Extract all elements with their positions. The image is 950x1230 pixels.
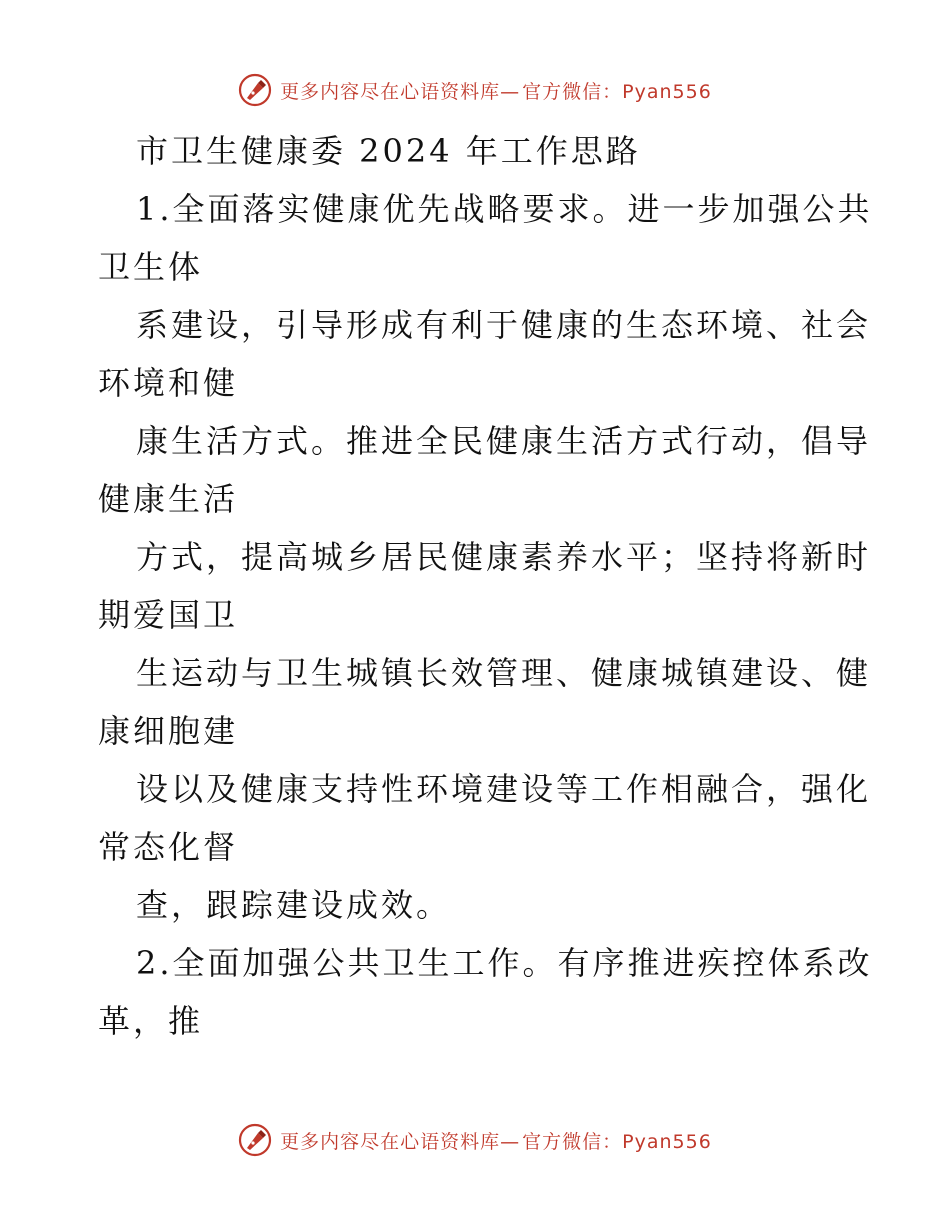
paragraph-line: 卫生体	[98, 248, 204, 286]
paragraph-line: 康细胞建	[98, 712, 239, 750]
watermark-banner-top	[0, 70, 950, 110]
paragraph-line: 革，推	[98, 1002, 204, 1040]
paragraph-line: 查，跟踪建设成效。	[136, 886, 452, 924]
paragraph-line: 常态化督	[98, 828, 239, 866]
paragraph-line: 期爱国卫	[98, 596, 239, 634]
document-body	[98, 122, 873, 1050]
watermark-text: 更多内容尽在心语资料库— 官方微信：Pyan556	[280, 80, 712, 103]
watermark-text: 更多内容尽在心语资料库— 官方微信：Pyan556	[280, 1130, 712, 1153]
paragraph-line: 系建设，引导形成有利于健康的生态环境、社会	[136, 306, 872, 344]
paragraph-line: 1.全面落实健康优先战略要求。进一步加强公共	[136, 190, 873, 228]
pen-nib-logo-icon	[238, 73, 272, 107]
pen-nib-logo-icon	[238, 1123, 272, 1157]
paragraph-line: 康生活方式。推进全民健康生活方式行动，倡导	[136, 422, 872, 460]
paragraph-line: 设以及健康支持性环境建设等工作相融合，强化	[136, 770, 872, 808]
paragraph-line: 生运动与卫生城镇长效管理、健康城镇建设、健	[136, 654, 872, 692]
paragraph-line: 方式，提高城乡居民健康素养水平；坚持将新时	[136, 538, 872, 576]
paragraph-line: 环境和健	[98, 364, 239, 402]
paragraph-line: 健康生活	[98, 480, 239, 518]
document-title: 市卫生健康委 2024 年工作思路	[136, 132, 641, 170]
watermark-banner-bottom	[0, 1120, 950, 1160]
paragraph-line: 2.全面加强公共卫生工作。有序推进疾控体系改	[136, 944, 873, 982]
